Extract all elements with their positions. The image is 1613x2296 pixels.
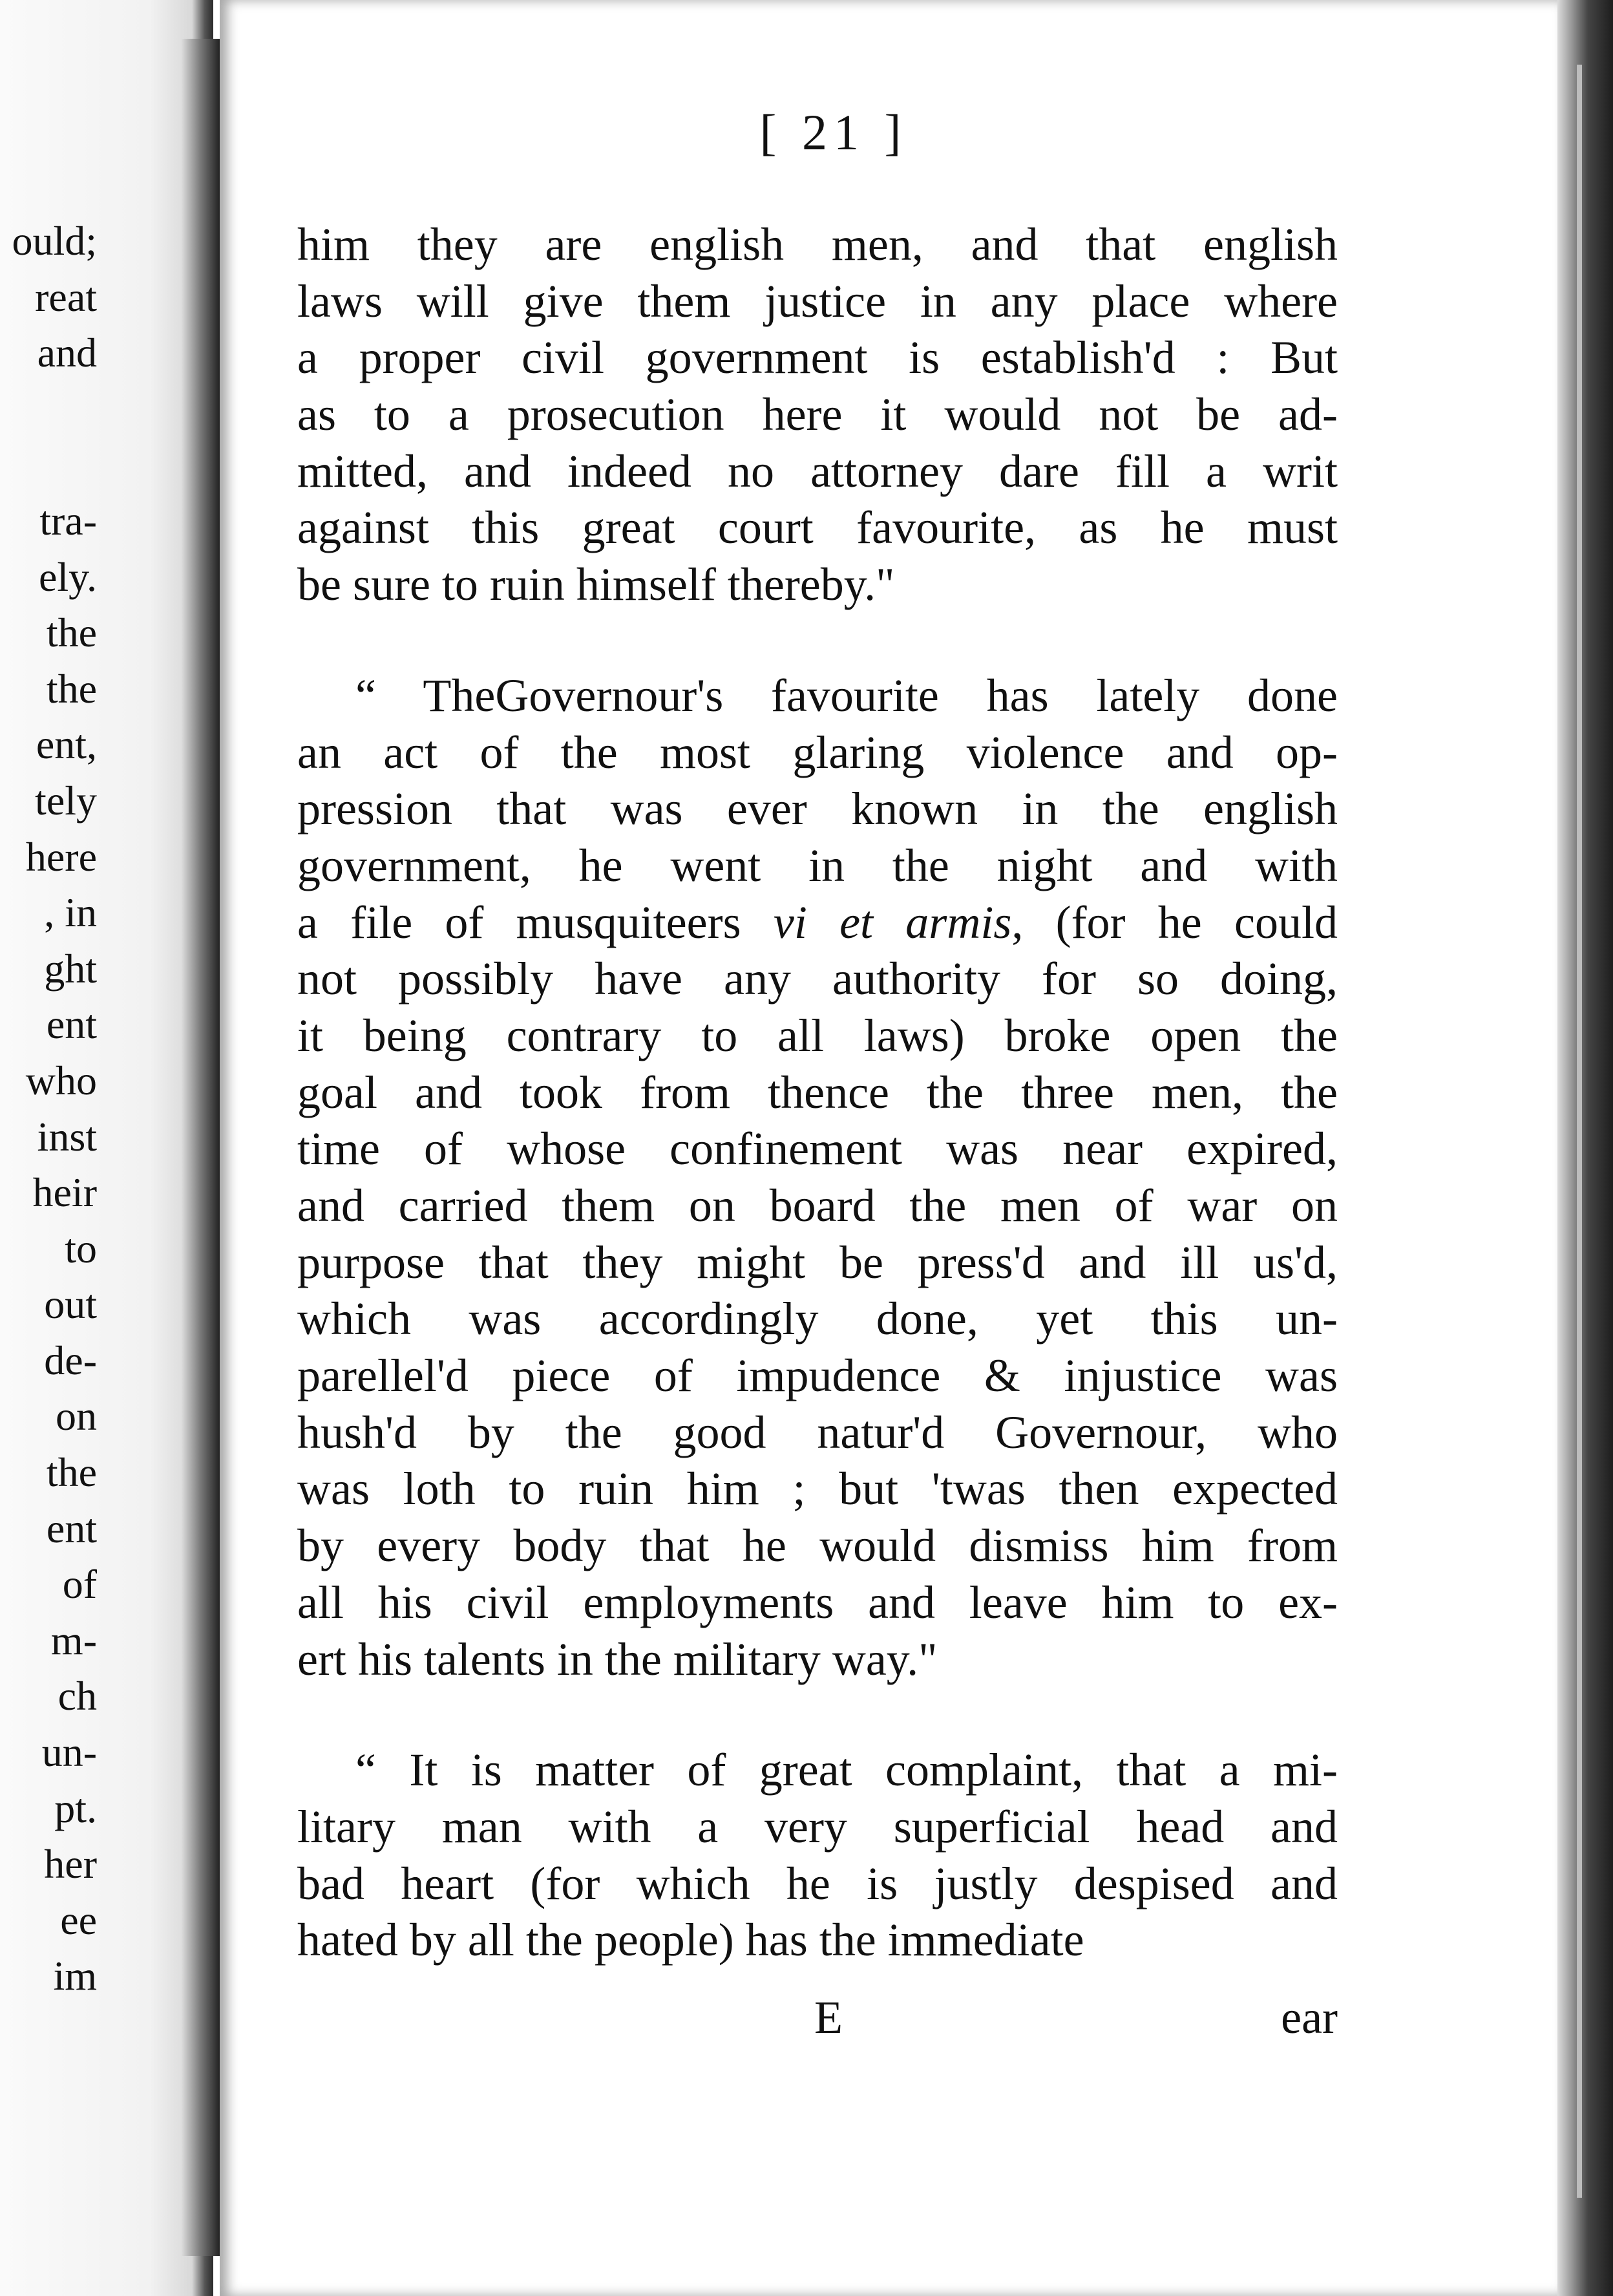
signature-mark: E — [814, 1992, 843, 2043]
text-line: a proper civil government is establish'd : But — [297, 332, 1338, 384]
text-line: mitted, and indeed no attorney dare fill a writ — [297, 445, 1338, 497]
text-line: was loth to ruin him ; but 'twas then expected — [297, 1463, 1338, 1515]
text-line: bad heart (for which he is justly despised and — [297, 1857, 1338, 1909]
text-line: ert his talents in the military way." — [297, 1633, 938, 1685]
page-edge — [1557, 0, 1613, 2296]
text-line: hated by all the people) has the immediate — [297, 1914, 1084, 1966]
left-fragment-line: her — [44, 1841, 97, 1887]
text-line: “ It is matter of great complaint, that a mi- — [355, 1744, 1338, 1796]
left-fragment-line: heir — [32, 1169, 97, 1216]
left-fragment-line: out — [44, 1281, 97, 1328]
page-footer — [297, 1991, 1338, 2049]
left-fragment-line: ent, — [36, 721, 97, 768]
text-line: purpose that they might be press'd and ill us'd, — [297, 1236, 1338, 1288]
body-text — [297, 217, 1338, 1969]
left-fragment-line: who — [25, 1057, 97, 1103]
left-fragment-line: ould; — [12, 218, 97, 264]
left-fragment-line — [0, 437, 97, 493]
left-fragment-line: reat — [35, 273, 97, 320]
left-fragment-line: the — [46, 610, 97, 656]
left-fragment-line: to — [65, 1225, 97, 1271]
left-fragment-line: pt. — [54, 1785, 97, 1831]
paragraph-2 — [297, 668, 1338, 1688]
text-line: it being contrary to all laws) broke open the — [297, 1009, 1338, 1061]
text-line: hush'd by the good natur'd Governour, who — [297, 1406, 1338, 1458]
left-fragment-line: ely. — [38, 553, 97, 600]
text-line: laws will give them justice in any place where — [297, 275, 1338, 327]
text-line: “ TheGovernour's favourite has lately done — [355, 669, 1338, 721]
left-fragment-line: the — [46, 665, 97, 712]
text-line: time of whose confinement was near expired, — [297, 1123, 1338, 1175]
text-line: be sure to ruin himself thereby." — [297, 558, 895, 611]
text-line: him they are english men, and that english — [297, 218, 1338, 270]
left-fragment-line: ght — [44, 945, 97, 992]
left-fragment-line: tely — [35, 777, 97, 824]
left-fragment-line: tra- — [39, 497, 97, 544]
text-line: as to a prosecution here it would not be ad- — [297, 388, 1338, 441]
text-line: government, he went in the night and with — [297, 839, 1338, 891]
binding-gutter — [181, 39, 220, 2256]
text-line: litary man with a very superficial head and — [297, 1800, 1338, 1853]
left-fragment-line: , in — [44, 889, 97, 936]
text-line: goal and took from thence the three men, the — [297, 1066, 1338, 1118]
left-page-text-fragments — [0, 213, 97, 2004]
text-line: parellel'd piece of impudence & injustice was — [297, 1350, 1338, 1402]
text-line: all his civil employments and leave him to ex- — [297, 1576, 1338, 1628]
left-fragment-line: the — [46, 1449, 97, 1496]
text-line: which was accordingly done, yet this un- — [297, 1293, 1338, 1345]
left-fragment-line: on — [56, 1393, 97, 1440]
text-line: by every body that he would dismiss him from — [297, 1520, 1338, 1572]
text-line: a file of musquiteers vi et armis, (for he could — [297, 896, 1338, 948]
left-fragment-line — [0, 381, 97, 438]
page-number: [ 21 ] — [759, 104, 908, 160]
left-fragment-line: ee — [60, 1897, 97, 1943]
left-fragment-line: un- — [41, 1729, 97, 1776]
paragraph-3 — [297, 1742, 1338, 1969]
left-fragment-line: here — [25, 833, 97, 880]
left-fragment-line: de- — [44, 1337, 97, 1383]
left-fragment-line: m- — [50, 1617, 97, 1663]
text-line: pression that was ever known in the english — [297, 783, 1338, 835]
text-line: not possibly have any authority for so doing, — [297, 953, 1338, 1005]
left-fragment-line: im — [53, 1953, 97, 1999]
left-fragment-line: ent — [46, 1001, 97, 1048]
left-fragment-line: of — [62, 1561, 97, 1608]
left-fragment-line: and — [37, 330, 97, 376]
left-fragment-line: ch — [58, 1673, 97, 1719]
text-line: and carried them on board the men of war on — [297, 1180, 1338, 1231]
left-fragment-line: ent — [46, 1505, 97, 1551]
left-fragment-line: inst — [37, 1113, 97, 1160]
paragraph-1 — [297, 217, 1338, 613]
text-line: an act of the most glaring violence and op- — [297, 726, 1338, 778]
text-line: against this great court favourite, as he must — [297, 502, 1338, 554]
catchword: ear — [1281, 1992, 1338, 2043]
